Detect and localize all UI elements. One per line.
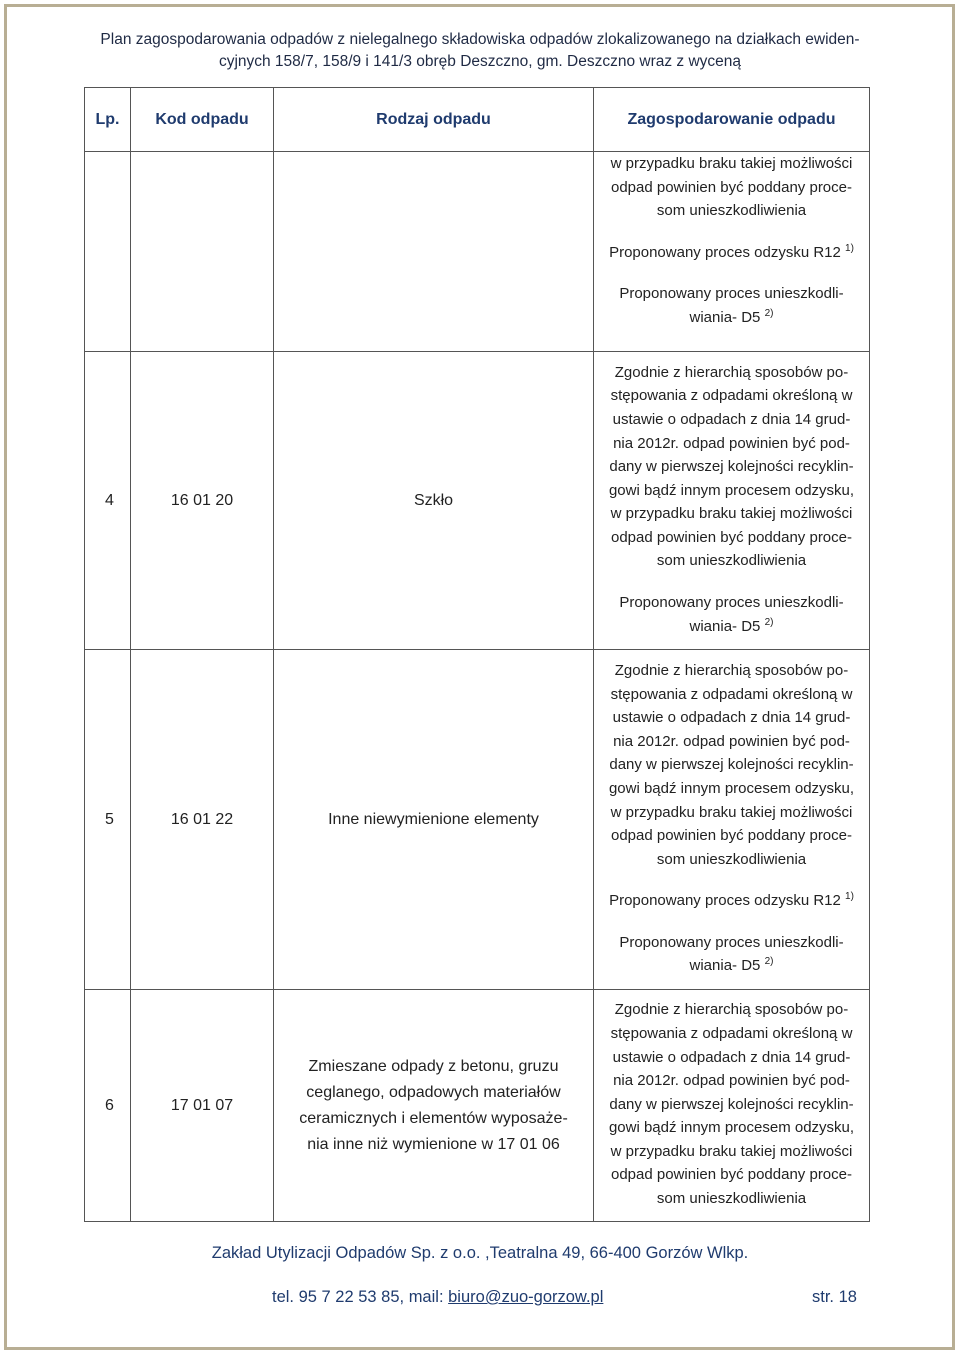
text-line: w przypadku braku takiej możliwości xyxy=(610,505,853,523)
waste-table xyxy=(84,87,870,1222)
text-line: stępowania z odpadami określoną w xyxy=(610,685,853,703)
cell-lp: 6 xyxy=(85,990,131,1222)
text-line: nia 2012r. odpad powinien być pod- xyxy=(613,732,850,750)
r12-proposal: Proponowany proces odzysku R12 $^{1)}$ xyxy=(609,891,854,910)
header-zagospodarowanie: Zagospodarowanie odpadu xyxy=(594,88,870,152)
table-header-row xyxy=(85,88,870,152)
text-line: dany w pierwszej kolejności recyklin- xyxy=(609,458,854,476)
text-line: w przypadku braku takiej możliwości xyxy=(610,155,853,172)
d5-proposal-line-1: Proponowany proces unieszkodli- xyxy=(619,933,844,951)
cell-kod: 17 01 07 xyxy=(131,990,274,1222)
footer-contact-text: tel. 95 7 22 53 85, mail: xyxy=(272,1288,449,1306)
text-line: odpad powinien być poddany proce- xyxy=(610,178,852,196)
cell-zagospodarowanie xyxy=(594,152,870,352)
text-line: w przypadku braku takiej możliwości xyxy=(610,803,853,821)
d5-proposal-line-2: wiania- D5 $^{2)}$ xyxy=(689,616,774,635)
cell-kod: 16 01 22 xyxy=(131,650,274,990)
text-line: ustawie o odpadach z dnia 14 grud- xyxy=(612,410,851,428)
d5-proposal-line-2: wiania- D5 $^{2)}$ xyxy=(689,956,774,975)
text-line: dany w pierwszej kolejności recyklin- xyxy=(609,1095,854,1113)
header-lp: Lp. xyxy=(85,88,131,152)
text-line: odpad powinien być poddany proce- xyxy=(610,1166,852,1184)
table-row xyxy=(85,990,870,1222)
cell-rodzaj xyxy=(274,990,594,1222)
header-kod: Kod odpadu xyxy=(131,88,274,152)
cell-zagospodarowanie xyxy=(594,352,870,650)
r12-proposal: Proponowany proces odzysku R12 $^{1)}$ xyxy=(609,242,854,261)
text-line: Zgodnie z hierarchią sposobów po- xyxy=(614,1001,849,1019)
table-row-continuation xyxy=(85,152,870,352)
cell-kod: 16 01 20 xyxy=(131,352,274,650)
d5-proposal-line-2: wiania- D5 $^{2)}$ xyxy=(689,307,774,326)
rodzaj-line: ceglanego, odpadowych materiałów xyxy=(306,1083,561,1101)
text-line: odpad powinien być poddany proce- xyxy=(610,528,852,546)
rodzaj-line: Zmieszane odpady z betonu, gruzu xyxy=(308,1057,559,1075)
text-line: odpad powinien być poddany proce- xyxy=(610,827,852,845)
text-line: gowi bądź innym procesem odzysku, xyxy=(608,1119,855,1137)
text-line: stępowania z odpadami określoną w xyxy=(610,1024,853,1042)
text-line: nia 2012r. odpad powinien być pod- xyxy=(613,1072,850,1090)
text-line: som unieszkodliwienia xyxy=(656,1190,807,1208)
footer-contact xyxy=(272,1288,603,1307)
text-line: w przypadku braku takiej możliwości xyxy=(610,1142,853,1160)
text-line: gowi bądź innym procesem odzysku, xyxy=(608,481,855,499)
text-line: Zgodnie z hierarchią sposobów po- xyxy=(614,661,849,679)
text-line: som unieszkodliwienia xyxy=(656,202,807,220)
text-line: som unieszkodliwienia xyxy=(656,850,807,868)
cell-zagospodarowanie xyxy=(594,650,870,990)
cell-rodzaj: Inne niewymienione elementy xyxy=(274,650,594,990)
text-line: ustawie o odpadach z dnia 14 grud- xyxy=(612,1048,851,1066)
cell-lp xyxy=(85,152,131,352)
page-number: str. 18 xyxy=(812,1288,857,1306)
rodzaj-line: ceramicznych i elementów wyposaże- xyxy=(299,1109,568,1127)
d5-proposal-line-1: Proponowany proces unieszkodli- xyxy=(619,285,844,303)
cell-lp: 4 xyxy=(85,352,131,650)
document-header xyxy=(90,29,870,73)
table-row xyxy=(85,650,870,990)
text-line: som unieszkodliwienia xyxy=(656,552,807,570)
cell-rodzaj: Szkło xyxy=(274,352,594,650)
rodzaj-line: nia inne niż wymienione w 17 01 06 xyxy=(307,1135,560,1153)
text-line: Zgodnie z hierarchią sposobów po- xyxy=(614,363,849,381)
d5-proposal-line-1: Proponowany proces unieszkodli- xyxy=(619,594,844,612)
text-line: ustawie o odpadach z dnia 14 grud- xyxy=(612,709,851,727)
footer-company: Zakład Utylizacji Odpadów Sp. z o.o. ,Teatralna 49, 66-400 Gorzów Wlkp. xyxy=(211,1244,749,1262)
cell-zagospodarowanie xyxy=(594,990,870,1222)
text-line: nia 2012r. odpad powinien być pod- xyxy=(613,434,850,452)
cell-kod xyxy=(131,152,274,352)
cell-rodzaj xyxy=(274,152,594,352)
text-line: stępowania z odpadami określoną w xyxy=(610,387,853,405)
cell-lp: 5 xyxy=(85,650,131,990)
email-link[interactable]: biuro@zuo-gorzow.pl xyxy=(448,1288,604,1306)
header-rodzaj: Rodzaj odpadu xyxy=(274,88,594,152)
table-row xyxy=(85,352,870,650)
text-line: dany w pierwszej kolejności recyklin- xyxy=(609,756,854,774)
text-line: gowi bądź innym procesem odzysku, xyxy=(608,779,855,797)
header-line-2: cyjnych 158/7, 158/9 i 141/3 obręb Deszczno, gm. Deszczno wraz z wyceną xyxy=(218,53,742,70)
header-line-1: Plan zagospodarowania odpadów z nielegalnego składowiska odpadów zlokalizowanego na działkach ewiden- xyxy=(100,31,860,48)
